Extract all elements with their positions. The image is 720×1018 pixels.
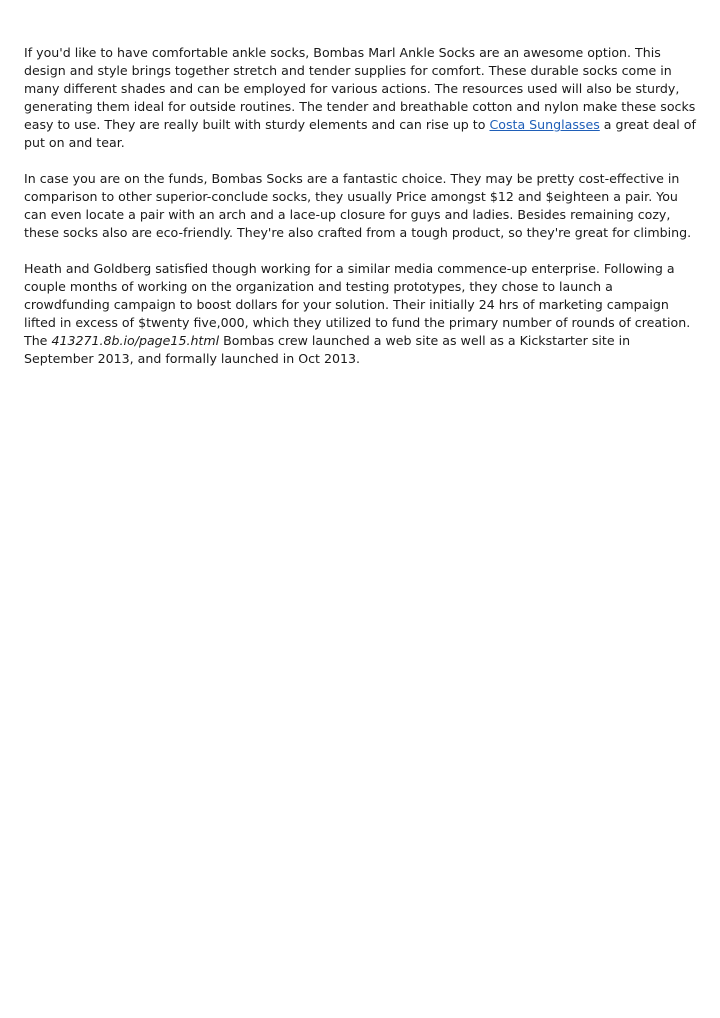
paragraph-3 xyxy=(24,260,696,368)
costa-sunglasses-link[interactable]: Costa Sunglasses xyxy=(489,117,600,132)
paragraph-1-text-before: If you'd like to have comfortable ankle socks, Bombas Marl Ankle Socks are an awesome option. This design and style brings together stretch and tender supplies for comfort. These durable socks come in many different shades and can be employed for various actions. The resources used will also be sturdy, generating them ideal for outside routines. The tender and breathable cotton and nylon make these socks easy to use. They are really built with sturdy elements and can rise up to xyxy=(24,45,696,132)
paragraph-3-text-before: Heath and Goldberg satisfied though working for a similar media commence-up enterprise. Following a couple months of working on the organization and testing prototypes, they chose to launch a crowdfunding campaign to boost dollars for your solution. Their initially 24 hrs of marketing campaign lifted in excess of $twenty five,000, which they utilized to fund the primary number of rounds of creation. The xyxy=(24,261,691,348)
paragraph-2: In case you are on the funds, Bombas Socks are a fantastic choice. They may be pretty cost-effective in comparison to other superior-conclude socks, they usually Price amongst $12 and $eighteen a pair. You can even locate a pair with an arch and a lace-up closure for guys and ladies. Besides remaining cozy, these socks also are eco-friendly. They're also crafted from a tough product, so they're great for climbing. xyxy=(24,171,692,240)
paragraph-1-text-after: a great deal of put on and tear. xyxy=(24,117,696,150)
italic-url-text: 413271.8b.io/page15.html xyxy=(51,333,220,348)
paragraph-1 xyxy=(24,44,696,152)
paragraph-3-text-after: Bombas crew launched a web site as well as a Kickstarter site in September 2013, and formally launched in Oct 2013. xyxy=(24,333,631,366)
article-body xyxy=(24,44,696,386)
